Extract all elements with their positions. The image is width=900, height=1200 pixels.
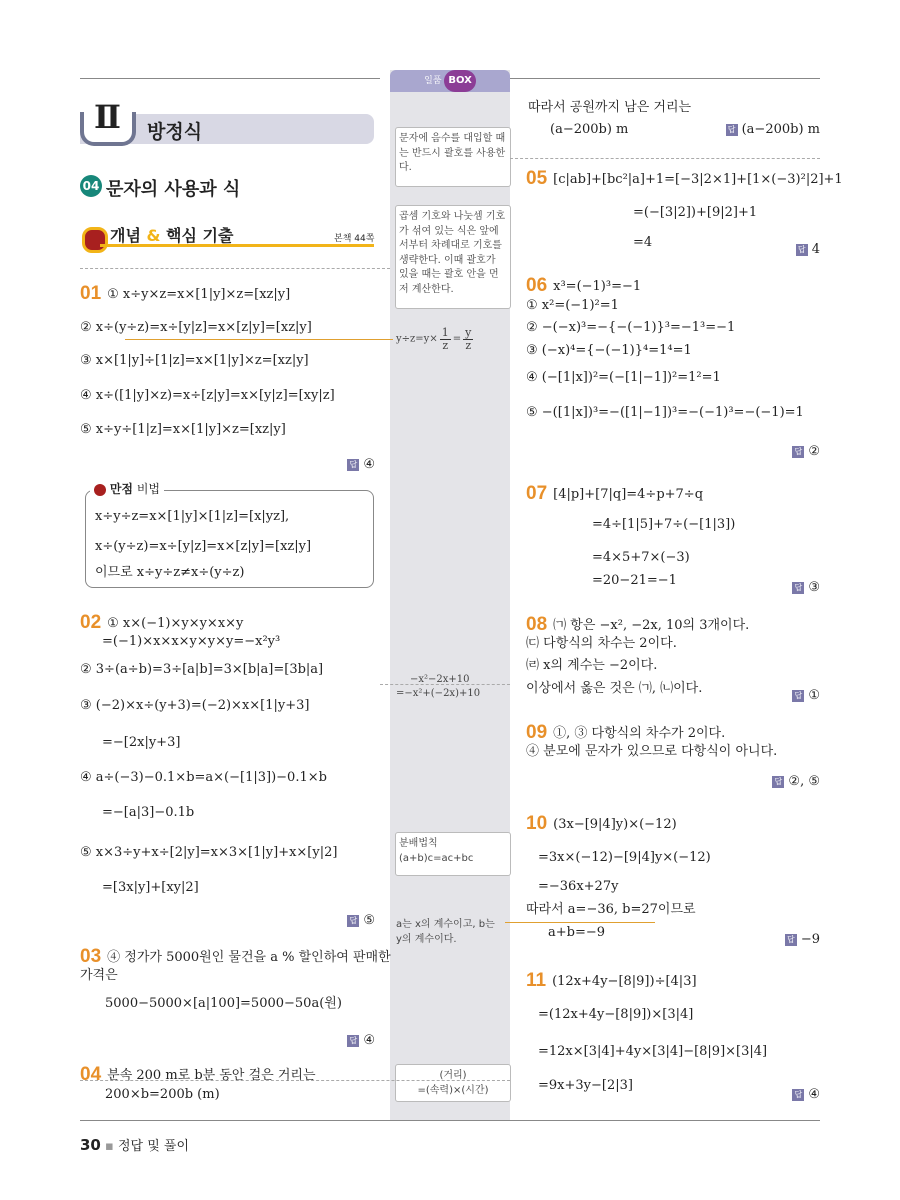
answer	[726, 122, 820, 137]
side-note: 문자에 음수를 대입할 때는 반드시 괄호를 사용한다.	[395, 127, 511, 187]
answer-value: ①	[808, 688, 820, 703]
solution-line	[80, 946, 391, 969]
subsection-amp: &	[146, 226, 161, 245]
solution-line	[105, 996, 342, 1012]
coefficient-note	[396, 915, 495, 945]
math-expression: ④ 정가가 5000원인 물건을 a % 할인하여 판매한	[107, 949, 391, 965]
solution-line	[528, 100, 691, 116]
solution-line	[80, 353, 309, 369]
distributive-formula: (a+b)c=ac+bc	[399, 852, 474, 864]
answer-badge-icon: 답	[726, 124, 738, 136]
answer-badge-icon: 답	[792, 582, 804, 594]
math-expression: ㈂ 다항식의 차수는 2이다.	[526, 636, 677, 651]
solution-line	[592, 517, 735, 533]
math-expression: 가격은	[80, 968, 118, 983]
math-expression: ㈀ 항은 −x², −2x, 10의 3개이다.	[553, 617, 750, 633]
math-expression: x÷(y÷z)=x÷[y|z]=x×[z|y]=[xz|y]	[95, 539, 312, 554]
math-expression: [c|ab]+[bc²|a]+1=[−3|2×1]+[1×(−3)²|2]+1	[553, 171, 843, 187]
math-expression: ① x²=(−1)²=1	[526, 298, 619, 313]
subsection-bullet-icon	[82, 227, 108, 253]
solution-line	[538, 850, 711, 866]
math-expression: [4|p]+[7|q]=4÷p+7÷q	[553, 486, 704, 502]
solution-line	[548, 925, 605, 941]
math-expression: =−36x+27y	[538, 879, 619, 894]
solution-line	[526, 636, 677, 652]
problem-number: 02	[80, 612, 102, 633]
solution-line	[550, 122, 628, 138]
footer-rule	[80, 1120, 820, 1121]
solution-line	[80, 1064, 316, 1087]
math-expression: =[3x|y]+[xy|2]	[102, 880, 199, 895]
answer	[792, 580, 820, 595]
answer	[792, 444, 820, 459]
answer-badge-icon: 답	[792, 1089, 804, 1101]
solution-line	[80, 968, 118, 984]
problem-number: 03	[80, 946, 102, 967]
math-expression: ①, ③ 다항식의 차수가 2이다.	[553, 725, 726, 741]
solution-line	[526, 483, 703, 506]
math-expression: ② x÷(y÷z)=x÷[y|z]=x×[z|y]=[xz|y]	[80, 320, 312, 335]
solution-line	[102, 634, 280, 650]
math-expression: 이므로 x÷y÷z≠x÷(y÷z)	[95, 565, 245, 580]
math-expression: 200×b=200b (m)	[105, 1087, 220, 1102]
tip-title-a: 만점	[109, 482, 134, 496]
math-expression: ③ (−2)×x÷(y+3)=(−2)×x×[1|y+3]	[80, 698, 310, 713]
side-formula: y÷z=y× $\frac{1}{z}$ = $\frac{y}{z}$	[396, 326, 472, 352]
solution-line	[592, 573, 677, 589]
solution-line	[526, 722, 725, 745]
answer	[796, 242, 820, 257]
solution-line	[526, 168, 843, 191]
problem-number: 07	[526, 483, 548, 504]
math-expression: =−[2x|y+3]	[102, 735, 181, 750]
problem-number: 01	[80, 283, 102, 304]
math-expression: (12x+4y−[8|9])÷[4|3]	[552, 973, 697, 989]
chapter-numeral: Ⅱ	[94, 98, 121, 136]
answer-value: ④	[363, 457, 375, 472]
subsection-title	[110, 223, 233, 246]
math-expression: =(−1)×x×x×y×y×y=−x²y³	[102, 634, 281, 649]
subsection-title-a: 개념	[110, 226, 141, 245]
problem-number: 10	[526, 813, 548, 834]
solution-line	[526, 343, 692, 359]
distance-formula-box	[395, 1064, 511, 1102]
solution-line	[526, 614, 749, 637]
distributive-law-box	[395, 832, 511, 876]
tip-line	[95, 509, 289, 525]
problem-number: 11	[526, 970, 547, 991]
solution-line	[105, 1087, 220, 1103]
math-expression: ① x÷y×z=x×[1|y]×z=[xz|y]	[107, 286, 291, 302]
math-expression: =4÷[1|5]+7÷(−[1|3])	[592, 517, 736, 532]
problem-number: 08	[526, 614, 548, 635]
solution-line	[80, 845, 337, 861]
math-expression: =4	[633, 235, 653, 250]
math-expression: =9x+3y−[2|3]	[538, 1078, 633, 1093]
math-expression: x÷y÷z=x×[1|y]×[1|z]=[x|yz],	[95, 509, 290, 524]
math-expression: =(−[3|2])+[9|2]+1	[633, 205, 758, 220]
answer-badge-icon: 답	[785, 934, 797, 946]
divider	[380, 684, 510, 685]
answer-value: ③	[808, 580, 820, 595]
distance-formula-line: (거리)	[439, 1070, 467, 1081]
math-expression: ① x×(−1)×y×y×x×y	[107, 615, 244, 631]
math-expression: ④ a÷(−3)−0.1×b=a×(−[1|3])−0.1×b	[80, 770, 327, 785]
side-note: 곱셈 기호와 나눗셈 기호가 섞여 있는 식은 앞에서부터 차례대로 기호를 생략한다. 이때 괄호가 있을 때는 괄호 안을 먼저 계산한다.	[395, 205, 511, 309]
answer	[347, 1033, 375, 1048]
tip-line	[95, 565, 244, 581]
solution-line	[526, 813, 677, 836]
footer-label: 정답 및 풀이	[117, 1139, 190, 1154]
solution-line	[102, 880, 199, 896]
problem-number: 09	[526, 722, 548, 743]
section-title: 문자의 사용과 식	[106, 179, 241, 200]
answer-badge-icon: 답	[347, 459, 359, 471]
math-expression: ④ (−[1|x])²=(−[1|−1])²=1²=1	[526, 370, 721, 385]
problem-number: 04	[80, 1064, 102, 1085]
solution-line	[526, 902, 696, 918]
solution-line	[538, 1044, 767, 1060]
solution-line	[80, 662, 323, 678]
math-expression: (a−200b) m	[550, 122, 629, 137]
side-formula: =−x²+(−2x)+10	[396, 688, 481, 699]
distance-formula-line: =(속력)×(시간)	[417, 1084, 489, 1096]
solution-line	[526, 370, 721, 386]
solution-line	[592, 550, 690, 566]
coef-note-line: a는 x의 계수이고, b는	[396, 919, 495, 930]
solution-line	[80, 320, 312, 336]
answer-value: ②	[808, 444, 820, 459]
math-expression: ⑤ x÷y÷[1|z]=x×[1|y]×z=[xz|y]	[80, 422, 286, 437]
answer	[772, 774, 820, 789]
divider	[510, 158, 820, 159]
answer-value: (a−200b) m	[741, 122, 820, 137]
answer-value: −9	[800, 932, 820, 947]
solution-line	[526, 658, 657, 674]
answer-badge-icon: 답	[347, 915, 359, 927]
math-expression: ② −(−x)³=−{−(−1)}³=−1³=−1	[526, 320, 736, 335]
answer-value: ②, ⑤	[788, 774, 820, 789]
footer: 30 ▪ 정답 및 풀이	[80, 1136, 190, 1154]
solution-line	[526, 970, 697, 993]
math-expression: ④ x÷([1|y]×z)=x÷[z|y]=x×[y|z]=[xy|z]	[80, 388, 335, 403]
problem-number: 05	[526, 168, 548, 189]
solution-line	[80, 612, 243, 635]
math-expression: ③ x×[1|y]÷[1|z]=x×[1|y]×z=[xz|y]	[80, 353, 309, 368]
side-box-header	[390, 70, 510, 92]
top-rule	[80, 78, 380, 79]
answer-badge-icon: 답	[796, 244, 808, 256]
answer-value: ⑤	[363, 913, 375, 928]
solution-line	[80, 283, 290, 306]
math-expression: 따라서 a=−36, b=27이므로	[526, 902, 696, 917]
math-expression: =3x×(−12)−[9|4]y×(−12)	[538, 850, 711, 865]
math-expression: 분속 200 m로 b분 동안 걸은 거리는	[107, 1067, 316, 1083]
math-expression: ⑤ −([1|x])³=−([1|−1])³=−(−1)³=−(−1)=1	[526, 405, 804, 420]
answer	[792, 688, 820, 703]
math-expression: ② 3÷(a÷b)=3÷[a|b]=3×[b|a]=[3b|a]	[80, 662, 324, 677]
answer	[785, 932, 820, 947]
math-expression: a+b=−9	[548, 925, 606, 940]
trophy-icon	[94, 484, 106, 496]
solution-line	[633, 205, 757, 221]
math-expression: (3x−[9|4]y)×(−12)	[553, 816, 677, 832]
chapter-title: 방정식	[147, 121, 203, 143]
solution-line	[526, 681, 702, 697]
answer-value: 4	[811, 242, 820, 257]
math-expression: =(12x+4y−[8|9])×[3|4]	[538, 1007, 694, 1022]
section-number: 04	[80, 175, 102, 197]
math-expression: 5000−5000×[a|100]=5000−50a(원)	[105, 996, 342, 1011]
solution-line	[80, 388, 335, 404]
divider	[80, 268, 390, 269]
solution-line	[526, 744, 777, 760]
math-expression: =−[a|3]−0.1b	[102, 805, 195, 820]
answer	[792, 1087, 820, 1102]
math-expression: ⑤ x×3÷y+x÷[2|y]=x×3×[1|y]+x×[y|2]	[80, 845, 338, 860]
solution-line	[102, 735, 180, 751]
problem-number: 06	[526, 275, 548, 296]
answer-value: ④	[363, 1033, 375, 1048]
connector-line	[505, 922, 655, 923]
connector-line	[125, 339, 393, 340]
solution-line	[102, 805, 194, 821]
side-formula: −x²−2x+10	[410, 674, 470, 685]
solution-line	[526, 405, 804, 421]
tip-line	[95, 539, 311, 555]
solution-line	[80, 422, 286, 438]
math-expression: x³=(−1)³=−1	[553, 278, 642, 294]
solution-line	[80, 770, 327, 786]
answer-badge-icon: 답	[792, 446, 804, 458]
coef-note-line: y의 계수이다.	[396, 934, 457, 945]
answer-badge-icon: 답	[772, 776, 784, 788]
solution-line	[526, 320, 735, 336]
solution-line	[526, 298, 619, 314]
subsection-title-b: 핵심 기출	[166, 226, 234, 245]
math-expression: =4×5+7×(−3)	[592, 550, 690, 565]
answer-badge-icon: 답	[792, 690, 804, 702]
answer	[347, 457, 375, 472]
solution-line	[538, 1007, 693, 1023]
box-badge: BOX	[444, 70, 475, 92]
box-label: 일품	[424, 76, 442, 86]
math-expression: =12x×[3|4]+4y×[3|4]−[8|9]×[3|4]	[538, 1044, 768, 1059]
math-expression: 이상에서 옳은 것은 ㈀, ㈁이다.	[526, 681, 703, 696]
page-number: 30	[80, 1136, 101, 1154]
math-expression: ㈃ x의 계수는 −2이다.	[526, 658, 658, 673]
solution-line	[80, 698, 309, 714]
answer-badge-icon: 답	[347, 1035, 359, 1047]
math-expression: =20−21=−1	[592, 573, 677, 588]
textbook-page-ref: 본책 44쪽	[334, 234, 375, 244]
math-expression: 따라서 공원까지 남은 거리는	[528, 100, 692, 115]
answer	[347, 913, 375, 928]
math-expression: ③ (−x)⁴={−(−1)}⁴=1⁴=1	[526, 343, 692, 358]
solution-line	[526, 275, 641, 298]
distributive-title: 분배법칙	[399, 838, 438, 849]
top-rule	[510, 78, 820, 79]
math-expression: ④ 분모에 문자가 있으므로 다항식이 아니다.	[526, 744, 778, 759]
answer-value: ④	[808, 1087, 820, 1102]
solution-line	[538, 879, 618, 895]
tip-title-b: 비법	[136, 482, 161, 496]
solution-line	[538, 1078, 633, 1094]
solution-line	[633, 235, 652, 251]
tip-title	[90, 480, 164, 497]
